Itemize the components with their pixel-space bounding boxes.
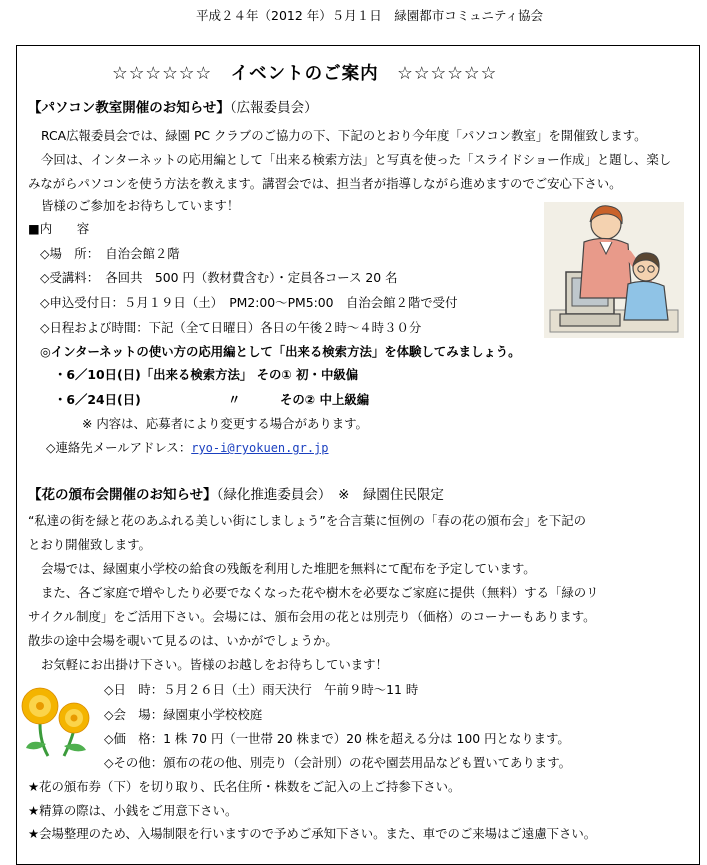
contact-email-link[interactable]: ryo-i@ryokuen.gr.jp: [191, 441, 329, 455]
pc-p1: RCA広報委員会では、緑園 PC クラブのご協力の下、下記のとおり今年度「パソコン教室」を開催致します。: [41, 128, 647, 143]
flower-p1a: “私達の街を緑と花のあふれる美しい街にしましょう”を合言葉に恒例の「春の花の頒布会」を下記の: [28, 513, 587, 528]
pc-exp: ◎インターネットの使い方の応用編として「出来る検索方法」を体験してみましょう。: [40, 344, 521, 359]
pc-p2a: 今回は、インターネットの応用編として「出来る検索方法」と写真を使った「スライドショー作成」と題し、楽し: [41, 152, 672, 167]
pc-session-2-ditto: 〃: [228, 392, 241, 407]
flower-p3b: サイクル制度」をご活用下さい。会場には、頒布会用の花とは別売り（価格）のコーナーもあります。: [28, 609, 596, 624]
pc-p3: 皆様のご参加をお待ちしています！: [41, 198, 240, 213]
pc-session-2-rest: その② 中上級編: [280, 392, 370, 407]
flower-note-2: ★精算の際は、小銭をご用意下さい。: [28, 803, 238, 818]
flower-note-3: ★会場整理のため、入場制限を行いますので予めご承知下さい。また、車でのご来場はご遠慮下さい。: [28, 826, 597, 841]
flower-venue: ◇会 場：緑園東小学校校庭: [104, 707, 263, 722]
flower-other: ◇その他：頒布の花の他、別売り（会計別）の花や園芸用品なども置いてあります。: [104, 755, 571, 770]
pc-naiyou: ■内 容: [28, 221, 90, 236]
pc-heading-title: 【パソコン教室開催のお知らせ】: [28, 100, 230, 116]
flower-p1b: とおり開催致します。: [28, 537, 151, 552]
flower-heading-title: 【花の頒布会開催のお知らせ】: [28, 487, 217, 503]
header-line: 平成２４年（2012 年）５月１日 緑園都市コミュニティ協会: [196, 8, 544, 23]
flower-p3a: また、各ご家庭で増やしたり必要でなくなった花や樹木を必要なご家庭に提供（無料）する「緑のリ: [41, 585, 599, 600]
flower-illustration: [18, 684, 98, 758]
pc-schedule: ◇日程および時間：下記（全て日曜日）各日の午後２時～４時３０分: [40, 320, 422, 335]
pc-contact: [46, 440, 329, 456]
pc-heading-org: （広報委員会）: [229, 100, 318, 116]
flower-date: ◇日 時：５月２６日（土）雨天決行 午前９時～11 時: [104, 682, 419, 697]
pc-session-2-date: ・6／24日(日): [54, 392, 141, 407]
page-title: ☆☆☆☆☆☆ イベントのご案内 ☆☆☆☆☆☆: [112, 64, 498, 84]
pc-apply: ◇申込受付日：５月１９日（土） PM2:00〜PM5:00 自治会館２階で受付: [40, 295, 458, 310]
flower-note-1: ★花の頒布券（下）を切り取り、氏名住所・株数をご記入の上ご持参下さい。: [28, 779, 461, 794]
pc-fee: ◇受講料： 各回共 500 円（教材費含む）・定員各コース 20 名: [40, 270, 398, 285]
pc-heading: [28, 101, 318, 116]
pc-session-1: ・6／10日(日)「出来る検索方法」 その① 初・中級偏: [54, 367, 359, 382]
flower-p4: お気軽にお出掛け下さい。皆様のお越しをお待ちしています！: [41, 657, 388, 672]
flower-p3c: 散歩の途中会場を覗いて見るのは、いかがでしょうか。: [28, 633, 338, 648]
pc-place: ◇場 所： 自治会館２階: [40, 246, 180, 261]
pc-lesson-illustration: [544, 202, 684, 338]
pc-p2b: みながらパソコンを使う方法を教えます。講習会では、担当者が指導しながら進めますのでご安心下さい。: [28, 176, 622, 191]
flower-heading: [28, 488, 444, 503]
pc-note: ※ 内容は、応募者により変更する場合があります。: [82, 416, 368, 431]
flower-p2: 会場では、緑園東小学校の給食の残飯を利用した堆肥を無料にて配布を予定しています。: [41, 561, 536, 576]
pc-contact-label: ◇連絡先メールアドレス：: [46, 440, 192, 455]
flower-heading-org: （緑化推進委員会） ※ 緑園住民限定: [216, 487, 444, 503]
flower-price: ◇価 格：1 株 70 円（一世帯 20 株まで）20 株を超える分は 100 円となります。: [104, 731, 570, 746]
